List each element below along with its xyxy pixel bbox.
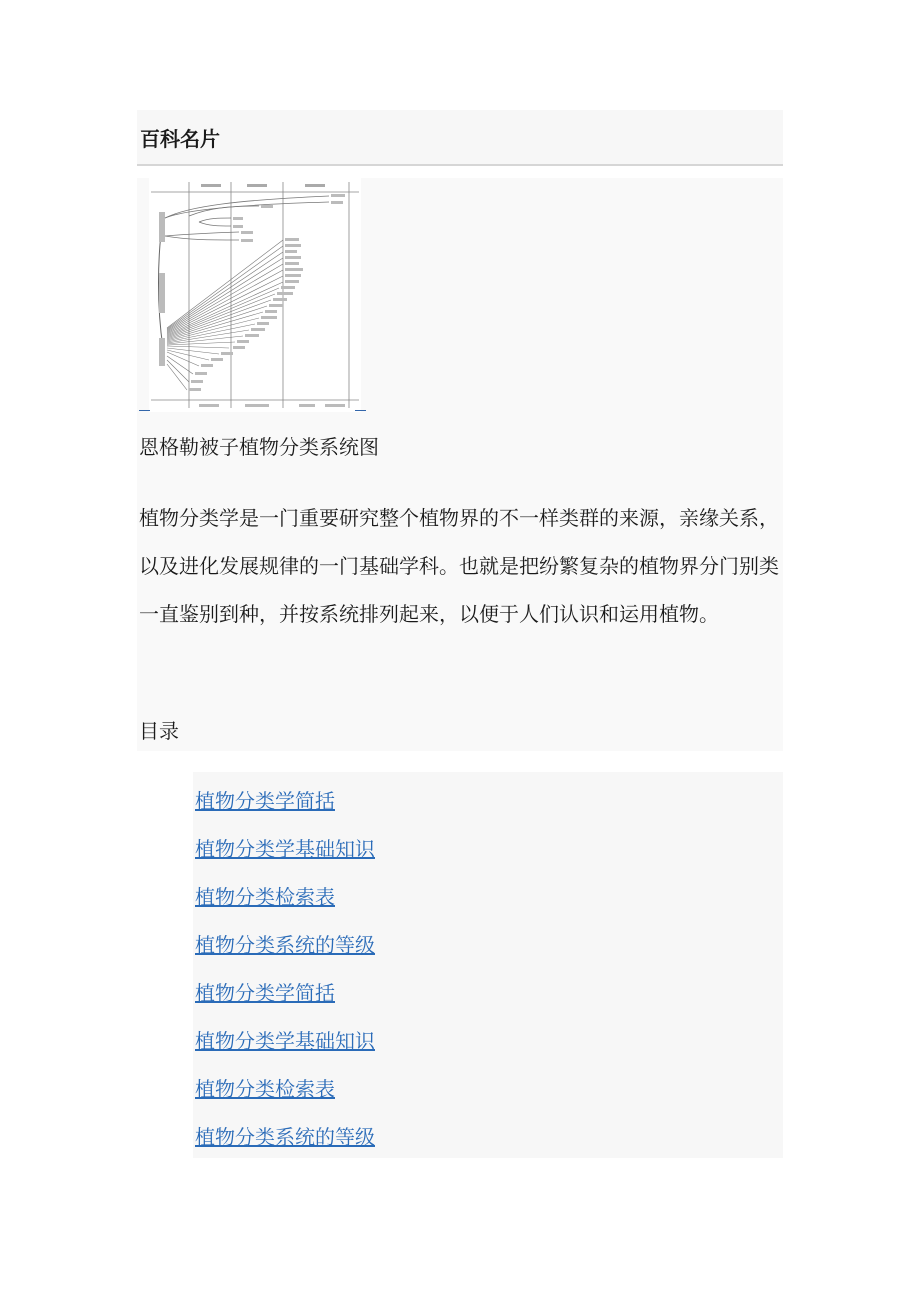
toc-item [195,834,375,882]
toc-link[interactable]: 植物分类学简括 [195,981,335,1005]
toc-list [195,786,375,1170]
link-underline-left [139,410,150,411]
toc-link[interactable]: 植物分类学基础知识 [195,1029,375,1053]
toc-item [195,978,375,1026]
toc-item [195,1074,375,1122]
toc-link[interactable]: 植物分类系统的等级 [195,1125,375,1149]
toc-item [195,882,375,930]
card-title: 百科名片 [140,127,220,151]
toc-panel [193,772,783,1158]
intro-paragraph: 植物分类学是一门重要研究整个植物界的不一样类群的来源，亲缘关系，以及进化发展规律的一门基础学科。也就是把纷繁复杂的植物界分门别类一直鉴别到种，并按系统排列起来，以便于人们认识和运用植物。 [139,506,779,626]
link-underline-right [355,410,366,411]
toc-item [195,1122,375,1170]
classification-diagram-image [149,178,361,412]
classification-diagram-link[interactable] [139,178,367,416]
toc-link[interactable]: 植物分类检索表 [195,1077,335,1101]
toc-item [195,786,375,834]
toc-link[interactable]: 植物分类学简括 [195,789,335,813]
toc-link[interactable]: 植物分类检索表 [195,885,335,909]
baike-card-header [137,110,783,166]
toc-link[interactable]: 植物分类学基础知识 [195,837,375,861]
toc-heading: 目录 [139,719,179,743]
toc-item [195,1026,375,1074]
toc-item [195,930,375,978]
figure-caption: 恩格勒被子植物分类系统图 [139,435,379,459]
toc-link[interactable]: 植物分类系统的等级 [195,933,375,957]
